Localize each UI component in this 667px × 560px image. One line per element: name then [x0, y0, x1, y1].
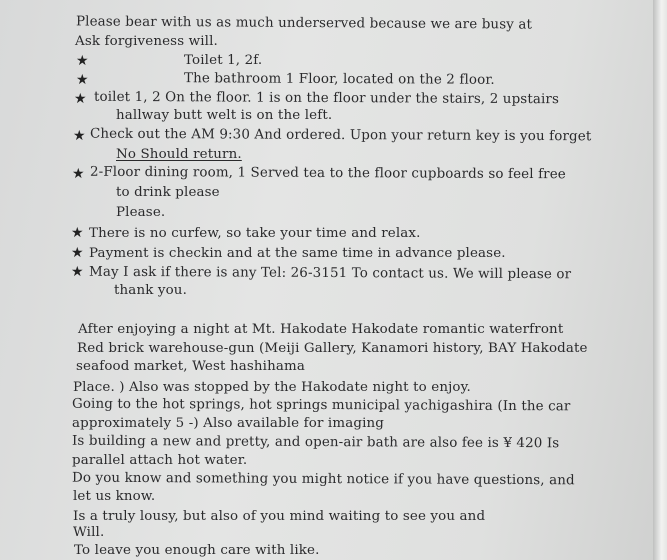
- text-line: 2-Floor dining room, 1 Served tea to the floor cupboards so feel free: [89, 164, 566, 183]
- text-line: Toilet 1, 2f.: [184, 53, 263, 68]
- page-edge: [653, 0, 667, 560]
- text-line: Red brick warehouse-gun (Meiji Gallery, Kanamori history, BAY Hakodate: [77, 341, 588, 356]
- text-line: Do you know and something you might notice if you have questions, and: [71, 470, 575, 489]
- text-line: seafood market, West hashihama: [76, 359, 305, 374]
- text-line: thank you.: [114, 283, 187, 298]
- text-line: There is no curfew, so take your time and relax.: [89, 226, 421, 241]
- star-bullet-icon: ★: [76, 72, 89, 88]
- star-bullet-icon: ★: [71, 264, 84, 280]
- text-line: Is building a new and pretty, and open-air bath are also fee is ¥ 420 Is: [71, 433, 560, 452]
- text-line: toilet 1, 2 On the floor. 1 is on the floor under the stairs, 2 upstairs: [93, 89, 560, 108]
- text-line: Ask forgiveness will.: [75, 34, 218, 49]
- text-line: Is a truly lousy, but also of you mind waiting to see you and: [73, 509, 486, 524]
- text-line: parallel attach hot water.: [72, 453, 248, 468]
- text-line: Payment is checkin and at the same time in advance please.: [89, 246, 506, 261]
- text-line: approximately 5 -) Also available for imaging: [72, 416, 384, 431]
- star-bullet-icon: ★: [71, 245, 84, 261]
- text-line: Please.: [116, 205, 166, 220]
- text-line: Place. ) Also was stopped by the Hakodate night to enjoy.: [73, 380, 471, 395]
- text-line: Check out the AM 9:30 And ordered. Upon your return key is you forget: [89, 126, 592, 145]
- text-line: After enjoying a night at Mt. Hakodate Hakodate romantic waterfront: [78, 322, 564, 337]
- text-line: Going to the hot springs, hot springs municipal yachigashira (In the car: [71, 396, 571, 415]
- text-line: to drink please: [116, 185, 220, 200]
- text-line: Please bear with us as much underserved because we are busy at: [75, 14, 533, 33]
- star-bullet-icon: ★: [72, 166, 85, 182]
- text-line: Will.: [73, 525, 105, 540]
- star-bullet-icon: ★: [73, 128, 86, 144]
- text-line: let us know.: [73, 489, 156, 504]
- text-line: hallway butt welt is on the left.: [116, 108, 333, 123]
- star-bullet-icon: ★: [76, 53, 89, 69]
- star-bullet-icon: ★: [71, 225, 84, 241]
- star-bullet-icon: ★: [74, 91, 87, 107]
- text-line: No Should return.: [116, 147, 242, 162]
- text-line: The bathroom 1 Floor, located on the 2 floor.: [183, 71, 495, 88]
- text-line: To leave you enough care with like.: [74, 543, 320, 558]
- text-line: May I ask if there is any Tel: 26-3151 To contact us. We will please or: [88, 264, 572, 283]
